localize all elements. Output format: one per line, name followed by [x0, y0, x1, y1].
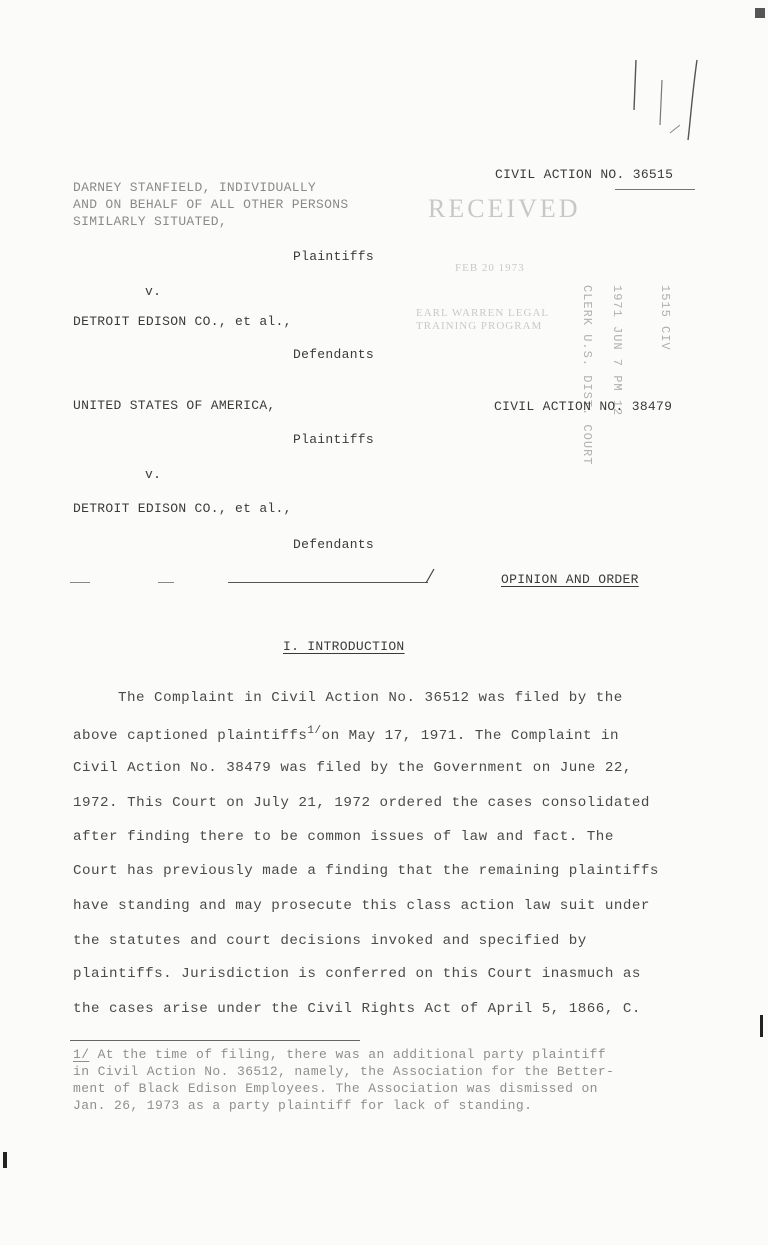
footnote-line-4: Jan. 26, 1973 as a party plaintiff for lack of standing.	[73, 1098, 533, 1113]
stamp-vertical-2: 1971 JUN 7 PM 12	[610, 285, 624, 417]
case-number-underline	[615, 189, 695, 190]
body-line-3: Civil Action No. 38479 was filed by the Government on June 22,	[73, 760, 632, 776]
body-line-8: the statutes and court decisions invoked and specified by	[73, 933, 587, 949]
body-line-6: Court has previously made a finding that the remaining plaintiffs	[73, 863, 659, 879]
caption-rule-dash-1	[70, 582, 90, 583]
defendant-2: DETROIT EDISON CO., et al.,	[73, 501, 292, 516]
body-line-1: The Complaint in Civil Action No. 36512 was filed by the	[118, 690, 623, 706]
stamp-vertical-3: 1515 CIV	[658, 285, 672, 351]
defendant-1: DETROIT EDISON CO., et al.,	[73, 314, 292, 329]
scan-artifact-right	[760, 1015, 763, 1037]
versus-2: v.	[145, 467, 162, 482]
program-line-1: EARL WARREN LEGAL	[416, 307, 550, 319]
stamp-vertical-1: CLERK U.S. DIST. COURT	[580, 285, 594, 466]
received-date: FEB 20 1973	[455, 262, 525, 274]
defendants-label-1: Defendants	[293, 347, 375, 362]
case-number-2: CIVIL ACTION NO. 38479	[494, 399, 673, 414]
footnote-marker: 1/	[73, 1047, 90, 1062]
plaintiffs-label-1: Plaintiffs	[293, 249, 375, 264]
body-line-5: after finding there to be common issues of law and fact. The	[73, 829, 614, 845]
footnote-reference: 1/	[307, 725, 322, 737]
case-number-1: CIVIL ACTION NO. 36515	[495, 167, 674, 182]
body-line-4: 1972. This Court on July 21, 1972 ordered the cases consolidated	[73, 795, 650, 811]
body-line-7: have standing and may prosecute this class action law suit under	[73, 898, 650, 914]
party-2: UNITED STATES OF AMERICA,	[73, 398, 276, 413]
versus-1: v.	[145, 284, 162, 299]
received-stamp: RECEIVED	[428, 194, 581, 223]
party-line-1: DARNEY STANFIELD, INDIVIDUALLY	[73, 180, 317, 195]
body-line-10: the cases arise under the Civil Rights Act of April 5, 1866, C.	[73, 1001, 641, 1017]
caption-rule-dash-2	[158, 582, 174, 583]
section-heading: I. INTRODUCTION	[283, 639, 405, 654]
scan-artifact-corner	[755, 8, 765, 18]
footnote-line-3: ment of Black Edison Employees. The Association was dismissed on	[73, 1081, 598, 1096]
footnote-rule	[70, 1040, 360, 1041]
footnote-line-1-text: At the time of filing, there was an additional party plaintiff	[97, 1047, 607, 1062]
handwritten-mark	[622, 55, 712, 145]
caption-rule-slash	[424, 568, 436, 584]
party-line-2: AND ON BEHALF OF ALL OTHER PERSONS	[73, 197, 349, 212]
body-line-2-end: on May 17, 1971. The Complaint in	[321, 728, 620, 744]
party-line-3: SIMILARLY SITUATED,	[73, 214, 227, 229]
plaintiffs-label-2: Plaintiffs	[293, 432, 375, 447]
program-line-2: TRAINING PROGRAM	[416, 320, 543, 332]
defendants-label-2: Defendants	[293, 537, 375, 552]
scan-artifact-left	[3, 1152, 7, 1168]
document-type: OPINION AND ORDER	[501, 572, 639, 587]
footnote-line-1	[73, 1047, 606, 1062]
body-line-2-start: above captioned plaintiffs	[73, 728, 308, 744]
body-line-2	[73, 725, 619, 744]
body-line-9: plaintiffs. Jurisdiction is conferred on this Court inasmuch as	[73, 966, 641, 982]
caption-rule	[228, 582, 428, 583]
footnote-line-2: in Civil Action No. 36512, namely, the Association for the Better-	[73, 1064, 615, 1079]
